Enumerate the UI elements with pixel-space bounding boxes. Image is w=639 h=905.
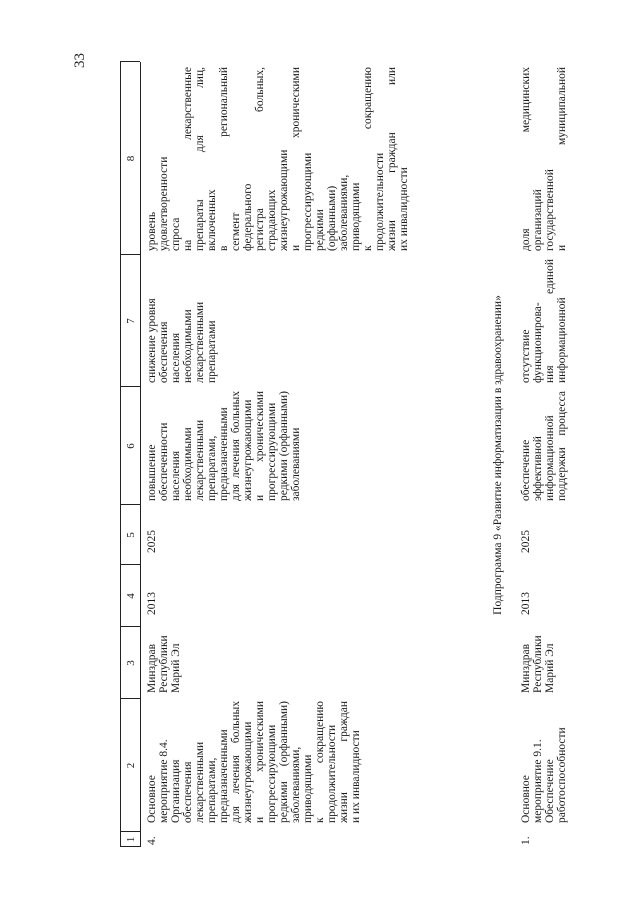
column-header-4: 4	[125, 593, 137, 599]
end-year: 2025	[520, 530, 532, 553]
row-number: 4.	[146, 836, 158, 845]
column-header-8: 8	[125, 155, 137, 162]
column-header-1: 1	[125, 836, 137, 843]
column-header-2: 2	[125, 762, 137, 769]
start-year: 2013	[520, 592, 532, 615]
activity-name: Основное мероприятие 8.4. Организация обеспечения лекарственными препаратами, предназначенными для лечения больных жизнеугрожающими и хроническими прогрессирующими редкими (орфанными) заболеваниями, приводящими к сокращению продолжительности жизни граждан и их инвалидности	[146, 701, 362, 823]
column-header-7: 7	[125, 318, 137, 324]
consequences-of-non-implementation: снижение уровня обеспечения населения необходимыми лекарственными препаратами	[146, 298, 218, 383]
page-number: 33	[72, 53, 88, 68]
end-year: 2025	[146, 530, 158, 553]
table-header-bottom-border	[140, 62, 141, 847]
expected-result: повышение обеспеченности населения необходимыми лекарственными препаратами, предназначенными для лечения больных жизнеугрожающими и хроническими прогрессирующими редкими (орфанными) заболеваниями	[146, 391, 302, 501]
column-header-6: 6	[125, 443, 137, 449]
start-year: 2013	[146, 592, 158, 615]
activity-name: Основное мероприятие 9.1. Обеспечение работоспособности	[520, 727, 568, 823]
subprogram-title: Подпрограмма 9 «Развитие информатизации в здравоохранении»	[492, 295, 504, 615]
consequences-of-non-implementation: отсутствие функционирова- ния единой информационной	[520, 259, 568, 383]
table-top-border	[120, 62, 121, 847]
row-number: 1.	[520, 836, 532, 845]
responsible-executor: Минздрав Республики Марий Эл	[520, 635, 556, 693]
expected-result: обеспечение эффективной информационной поддержки процесса	[520, 391, 568, 501]
linked-indicators: доля медицинских организаций государственной и муниципальной	[520, 67, 568, 251]
column-header-3: 3	[125, 660, 137, 666]
responsible-executor: Минздрав Республики Марий Эл	[146, 635, 182, 693]
column-header-5: 5	[125, 532, 137, 538]
linked-indicators: уровень удовлетворенности спроса на лекарственные препараты для лиц, включенных в региональный сегмент федерального регистра больных, страдающих жизнеугрожающими и хроническими прогрессирующими редкими (орфанными) заболеваниями, приводящими к сокращению продолжительности жизни граждан или их инвалидности	[146, 67, 410, 251]
